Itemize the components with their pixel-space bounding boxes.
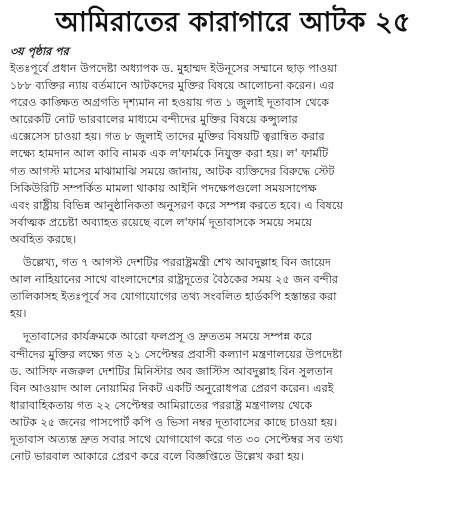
paragraph-line: ড. আসিফ নজরুল দেশটির মিনিস্টার অব জাস্টিস আবদুল্লাহ বিন সুলতান — [10, 364, 333, 378]
paragraph-line: আল নাহিয়ানের সাথে বাংলাদেশের রাষ্ট্রদূতের বৈঠকের সময় ২৫ জন বন্দীর — [10, 273, 339, 287]
paragraph-line: নোট ভারবাল আকারে প্রেরণ করে বলে বিজ্ঞপ্তিতে উল্লেখ করা হয়। — [10, 450, 304, 464]
paragraph-line: ১৮৮ ব্যক্তির ন্যায় বর্তমানে আটকদের মুক্তির বিষয়ে আলোচনা করেন। এর — [10, 79, 334, 93]
paragraph-line: আটক ২৫ জনের পাসপোর্ট কপি ও ভিসা নম্বর দূতাবাসের কাছে চাওয়া হয়। — [10, 415, 338, 429]
paragraph-line: তালিকাসহ ইতঃপূর্বে সব যোগাযোগের তথ্য সংবলিত হার্ডকপি হস্তান্তর করা — [10, 290, 337, 304]
paragraph-line: সিকিউরিটি সম্পর্কিত মামলা থাকায় আইনি পদক্ষেপগুলো সময়সাপেক্ষ — [10, 181, 317, 195]
paragraph-line: হয়। — [10, 307, 27, 321]
continued-from-label: ৩য় পৃষ্ঠার পর — [10, 45, 69, 58]
paragraph-line: ইতঃপূর্বে প্রধান উপদেষ্টা অধ্যাপক ড. মুহাম্মদ ইউনূসের সম্মানে ছাড় পাওয়া — [10, 62, 338, 75]
paragraph-line: গত আগস্ট মাসের মাঝামাঝি সময়ে জানায়, আটক ব্যক্তিদের বিরুদ্ধে স্টেট — [10, 164, 335, 178]
paragraph-line: বিন আওয়াদ আল নোয়ামির নিকট একটি অনুরোধপত্র প্রেরণ করেন। এরই — [10, 381, 334, 395]
paragraph-line: এক্সেসেস চাওয়া হয়। গত ৮ জুলাই তাদের মুক্তির বিষয়টি ত্বরান্বিত করার — [10, 130, 325, 144]
paragraph-line: দূতাবাস অত্যন্ত দ্রুত সবার সাথে যোগাযোগ করে গত ৩০ সেপ্টেম্বর সব তথ্য — [10, 432, 344, 446]
paragraph-line: দূতাবাসের কার্যক্রমকে আরো ফলপ্রসূ ও দ্রুততম সময়ে সম্পন্ন করে — [23, 330, 313, 344]
paragraph-2 — [10, 254, 456, 322]
paragraph-line: অবহিত করছে। — [10, 232, 77, 246]
paragraph-line: লক্ষ্যে হামদান আল কাবি নামক এক ল'ফার্মকে নিযুক্ত করা হয়। ল' ফার্মটি — [10, 147, 329, 161]
paragraph-line: উল্লেখ্য, গত ৭ আগস্ট দেশটির পররাষ্ট্রমন্ত্রী শেখ আবদুল্লাহ বিন জায়েদ — [23, 256, 331, 270]
headline: আমিরাতের কারাগারে আটক ২৫ — [55, 7, 411, 38]
paragraph-1 — [10, 60, 456, 248]
paragraph-line: আরেকটি নোট ভারবালের মাধ্যমে বন্দীদের মুক্তির বিষয়ে কন্স্যুলার — [10, 113, 298, 127]
paragraph-line: ধারাবাহিকতায় গত ২২ সেপ্টেম্বর আমিরাতের পররাষ্ট্র মন্ত্রণালয় থেকে — [10, 398, 313, 412]
paragraph-line: বন্দীদের মুক্তির লক্ষ্যে গত ২১ সেপ্টেম্বর প্রবাসী কল্যাণ মন্ত্রণালয়ের উপদেষ্টা — [10, 347, 343, 361]
paragraph-line: পরেও কাঙ্ক্ষিত অগ্রগতি দৃশ্যমান না হওয়ায় গত ১ জুলাই দূতাবাস থেকে — [10, 96, 330, 110]
paragraph-line: এবং রাষ্ট্রীয় বিভিন্ন আনুষ্ঠানিকতা অনুসরণ করে সম্পন্ন করতে হবে। এ বিষয়ে — [10, 198, 343, 212]
paragraph-3 — [10, 328, 456, 465]
paragraph-line: সর্বাত্মক প্রচেষ্টা অব্যাহত রয়েছে বলে ল'ফার্ম দূতাবাসকে সময়ে সময়ে — [10, 215, 313, 229]
